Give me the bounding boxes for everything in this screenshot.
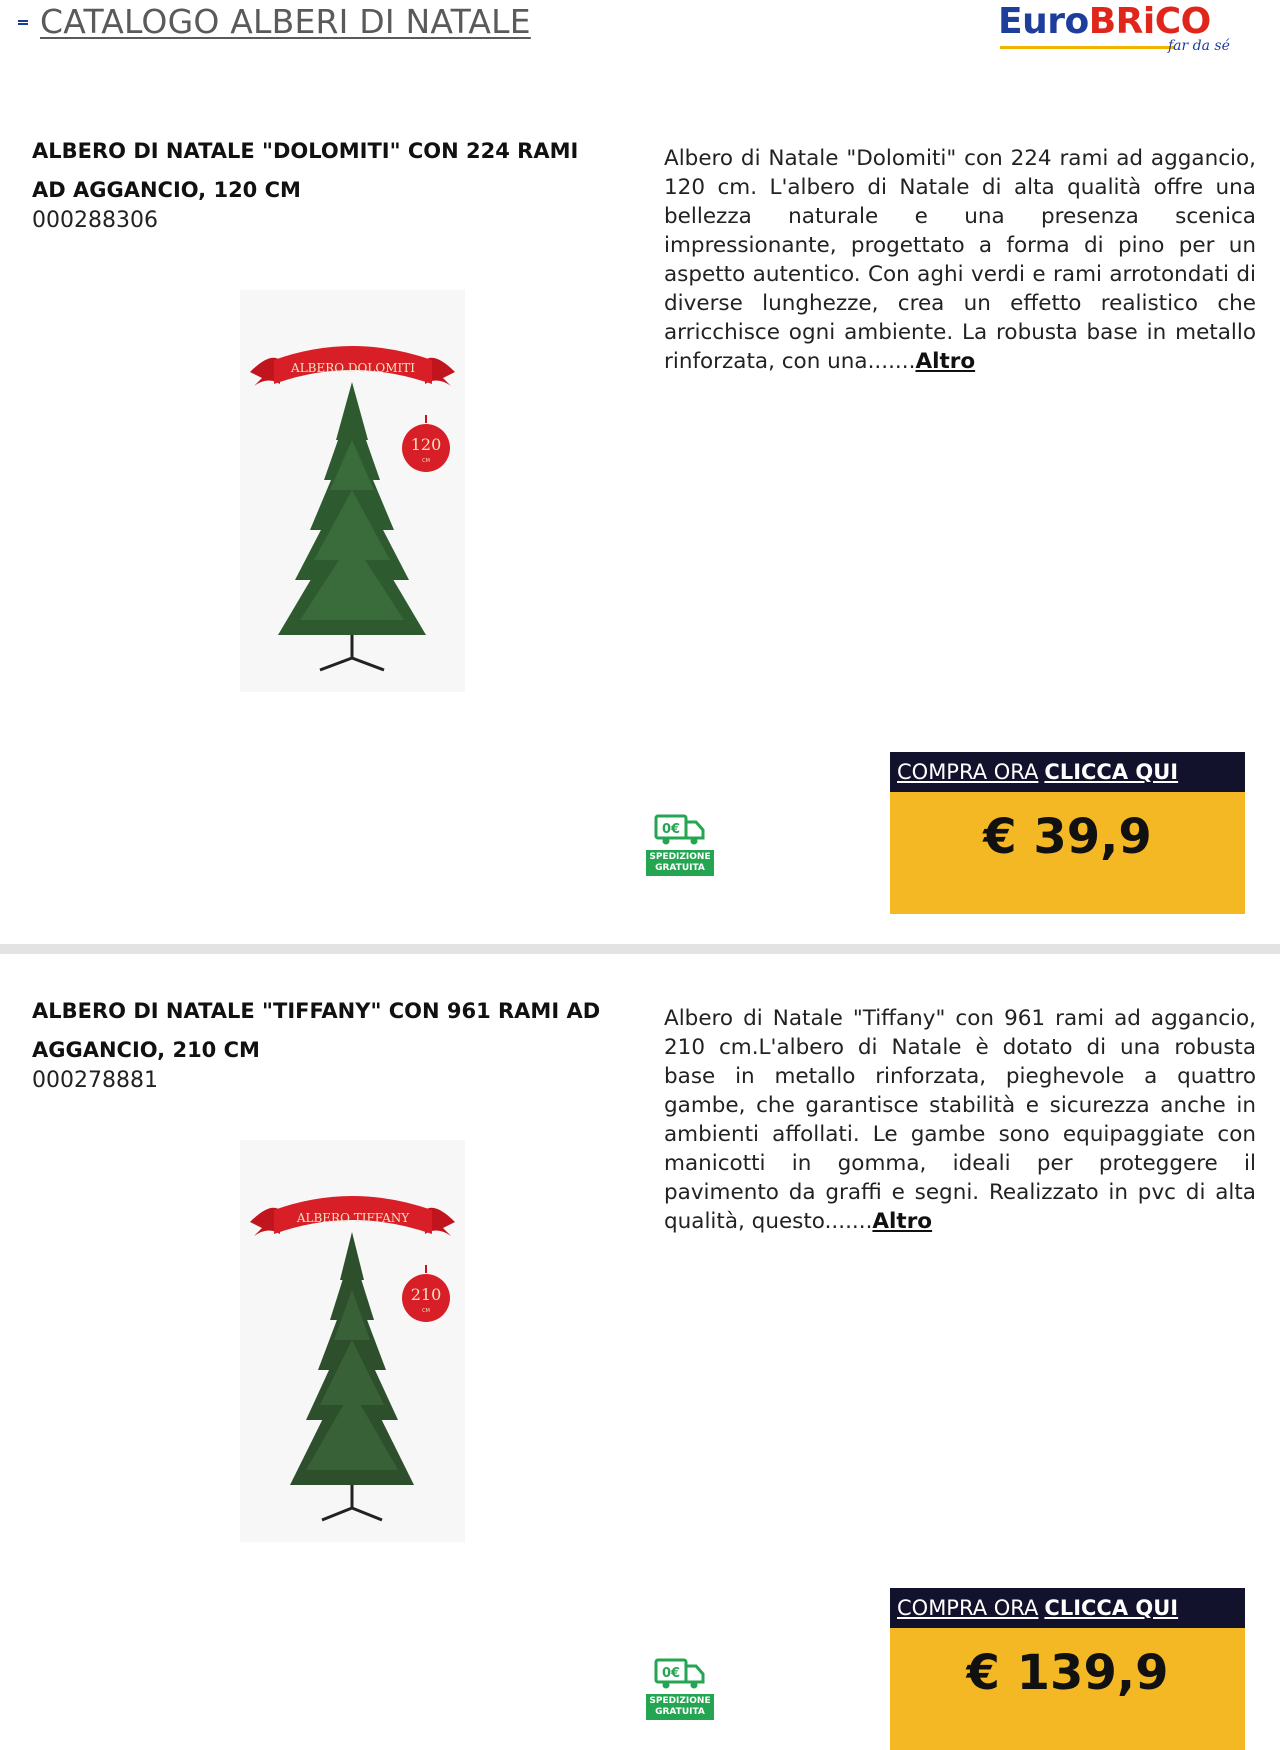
eurobrico-logo[interactable] bbox=[998, 2, 1248, 58]
truck-icon bbox=[654, 812, 706, 846]
buy-now-link[interactable]: COMPRA ORA bbox=[897, 1596, 1039, 1620]
product-description bbox=[664, 1004, 1256, 1236]
buy-now-link[interactable]: COMPRA ORA bbox=[897, 760, 1039, 784]
product-image bbox=[240, 1140, 465, 1542]
buy-header[interactable] bbox=[890, 1588, 1245, 1628]
shipping-price: 0€ bbox=[661, 822, 681, 837]
product-card bbox=[0, 980, 1280, 1750]
product-name: ALBERO DI NATALE "TIFFANY" CON 961 RAMI AD AGGANCIO, 210 CM bbox=[32, 999, 601, 1062]
size-unit: CM bbox=[422, 1308, 430, 1314]
product-code: 000278881 bbox=[32, 1068, 158, 1093]
product-image bbox=[240, 290, 465, 692]
product-description bbox=[664, 144, 1256, 376]
size-badge: 210 bbox=[410, 1285, 442, 1304]
logo-underline bbox=[1000, 46, 1175, 49]
size-unit: CM bbox=[422, 458, 430, 464]
truck-icon bbox=[654, 1656, 706, 1690]
free-shipping-badge bbox=[646, 1656, 714, 1726]
price[interactable]: € 39,9 bbox=[890, 792, 1245, 914]
page-header bbox=[0, 0, 1280, 60]
menu-icon[interactable] bbox=[18, 20, 28, 28]
product-description-text: Albero di Natale "Tiffany" con 961 rami ad aggancio, 210 cm.L'albero di Natale è dotato di una robusta base in metallo rinforzata, pieghevole a quattro gambe, che garantisce stabilità e sicurezza anche in ambienti affollati. Le gambe sono equipaggiate con manicotti in gomma, ideali per proteggere il pavimento da graffi e segni. Realizzato in pvc di alta qualità, questo....... bbox=[664, 1006, 1256, 1234]
price[interactable]: € 139,9 bbox=[890, 1628, 1245, 1750]
product-card bbox=[0, 120, 1280, 940]
shipping-label: SPEDIZIONE GRATUITA bbox=[646, 1694, 714, 1720]
buy-header[interactable] bbox=[890, 752, 1245, 792]
section-divider bbox=[0, 944, 1280, 954]
banner-text: ALBERO DOLOMITI bbox=[291, 361, 415, 375]
catalog-title[interactable]: CATALOGO ALBERI DI NATALE bbox=[40, 2, 531, 41]
product-name: ALBERO DI NATALE "DOLOMITI" CON 224 RAMI AD AGGANCIO, 120 CM bbox=[32, 139, 579, 202]
size-badge: 120 bbox=[410, 435, 442, 454]
click-here-link[interactable]: CLICCA QUI bbox=[1044, 760, 1179, 784]
banner-text: ALBERO TIFFANY bbox=[296, 1211, 410, 1225]
more-link[interactable]: Altro bbox=[872, 1209, 933, 1234]
logo-tagline: far da sé bbox=[1168, 38, 1230, 54]
more-link[interactable]: Altro bbox=[915, 349, 976, 374]
product-description-text: Albero di Natale "Dolomiti" con 224 rami ad aggancio, 120 cm. L'albero di Natale di alta qualità offre una bellezza naturale e una presenza scenica impressionante, progettato a forma di pino per un aspetto autentico. Con aghi verdi e rami arrotondati di diverse lunghezze, crea un effetto realistico che arricchisce ogni ambiente. La robusta base in metallo rinforzata, con una....... bbox=[664, 146, 1256, 374]
buy-box[interactable] bbox=[890, 1588, 1245, 1750]
logo-euro-text: Euro bbox=[998, 1, 1089, 42]
buy-box[interactable] bbox=[890, 752, 1245, 914]
shipping-label: SPEDIZIONE GRATUITA bbox=[646, 850, 714, 876]
product-code: 000288306 bbox=[32, 208, 158, 233]
free-shipping-badge bbox=[646, 812, 714, 882]
shipping-price: 0€ bbox=[661, 1666, 681, 1681]
click-here-link[interactable]: CLICCA QUI bbox=[1044, 1596, 1179, 1620]
logo-brico-text: BRiCO bbox=[1088, 1, 1211, 42]
